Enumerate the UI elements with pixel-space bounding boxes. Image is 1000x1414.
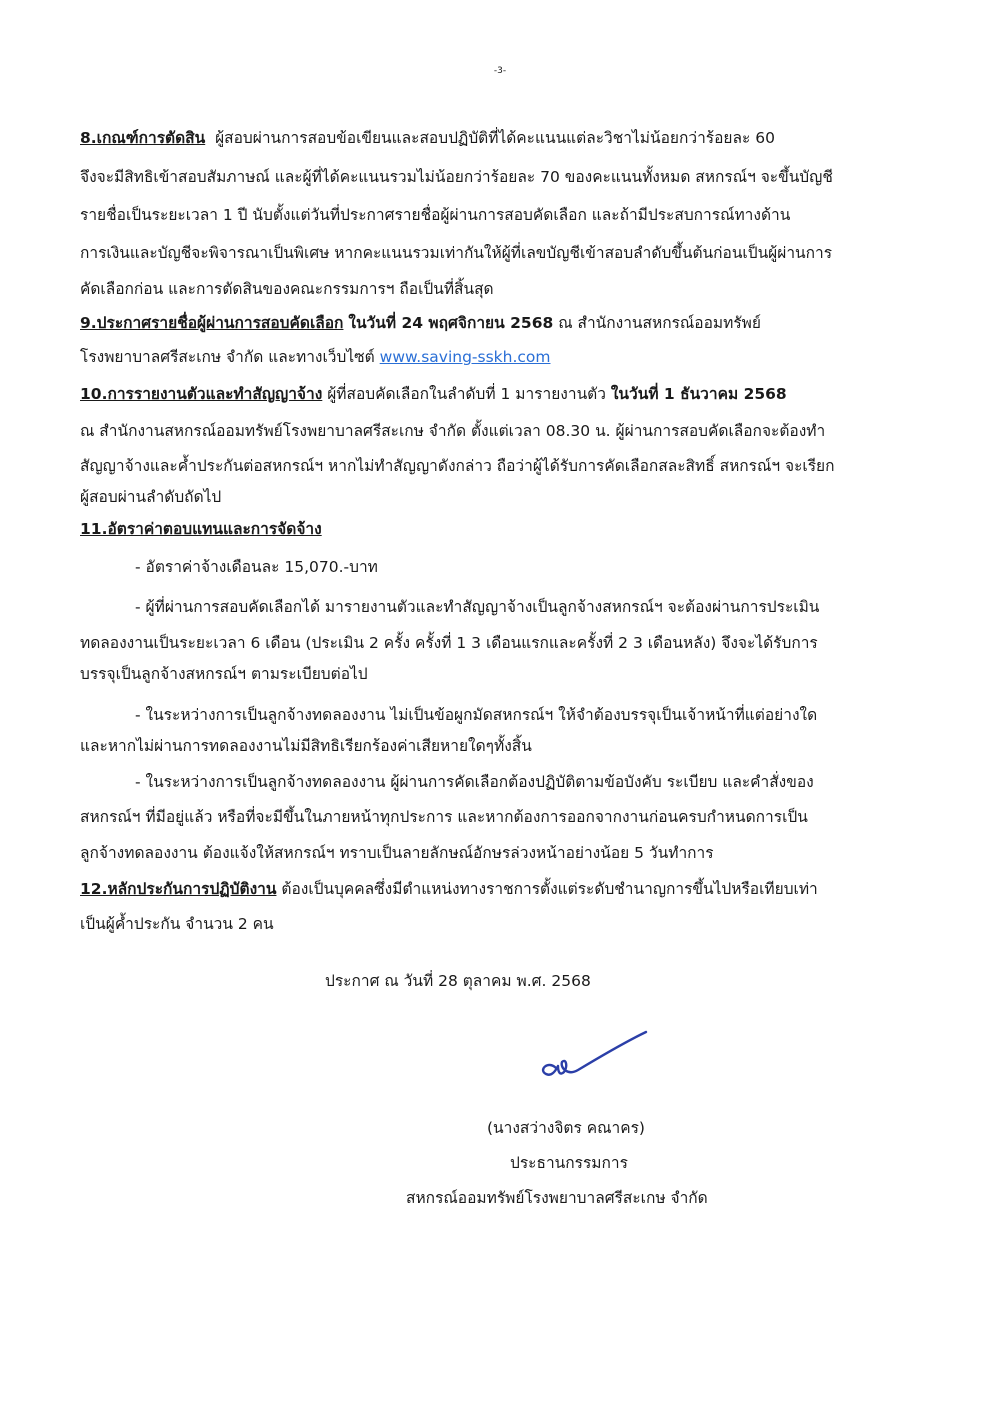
signatory-name: (นางสว่างจิตร คณาคร) [487,1119,645,1137]
website-link[interactable]: www.saving-sskh.com [379,348,551,366]
section-11-heading: 11.อัตราค่าตอบแทนและการจัดจ้าง [80,520,322,538]
section-11-bullet-4-line-2: สหกรณ์ฯ ที่มีอยู่แล้ว หรือที่จะมีขึ้นในภายหน้าทุกประการ และหากต้องการออกจากงานก่อนครบกำหนดการเป็น [80,808,808,826]
signatory-organization: สหกรณ์ออมทรัพย์โรงพยาบาลศรีสะเกษ จำกัด [406,1189,708,1207]
section-11-bullet-3-line-1: - ในระหว่างการเป็นลูกจ้างทดลองงาน ไม่เป็นข้อผูกมัดสหกรณ์ฯ ให้จำต้องบรรจุเป็นเจ้าหน้าที่แต่อย่างใด [135,706,818,724]
signature-image [528,1028,658,1088]
section-11-bullet-3-line-2: และหากไม่ผ่านการทดลองงานไม่มีสิทธิเรียกร้องค่าเสียหายใดๆทั้งสิ้น [80,737,532,755]
section-10-line-1 [80,383,787,405]
section-11-bullet-4-line-3: ลูกจ้างทดลองงาน ต้องแจ้งให้สหกรณ์ฯ ทราบเป็นลายลักษณ์อักษรล่วงหน้าอย่างน้อย 5 วันทำการ [80,844,714,862]
section-9-heading: 9.ประกาศรายชื่อผู้ผ่านการสอบคัดเลือก [80,314,344,332]
section-12-line-2: เป็นผู้ค้ำประกัน จำนวน 2 คน [80,915,274,933]
section-10-line-2: ณ สำนักงานสหกรณ์ออมทรัพย์โรงพยาบาลศรีสะเกษ จำกัด ตั้งแต่เวลา 08.30 น. ผู้ผ่านการสอบคัดเลือกจะต้องทำ [80,422,826,440]
section-9-line-2 [80,346,550,368]
signatory-position: ประธานกรรมการ [510,1154,628,1172]
page-number: -3- [493,66,507,76]
section-11-bullet-1: - อัตราค่าจ้างเดือนละ 15,070.-บาท [135,558,378,576]
announcement-date: ประกาศ ณ วันที่ 28 ตุลาคม พ.ศ. 2568 [325,972,591,990]
section-11-bullet-2-line-2: ทดลองงานเป็นระยะเวลา 6 เดือน (ประเมิน 2 ครั้ง ครั้งที่ 1 3 เดือนแรกและครั้งที่ 2 3 เดือนหลัง) จึงจะได้รับการ [80,634,818,652]
section-9-date: ในวันที่ 24 พฤศจิกายน 2568 [348,314,554,332]
section-11-line-1 [80,518,322,540]
section-8-heading: 8.เกณฑ์การตัดสิน [80,129,206,147]
section-8-line-1 [80,127,775,149]
section-11-bullet-2-line-3: บรรจุเป็นลูกจ้างสหกรณ์ฯ ตามระเบียบต่อไป [80,665,368,683]
section-11-bullet-4-line-1: - ในระหว่างการเป็นลูกจ้างทดลองงาน ผู้ผ่านการคัดเลือกต้องปฏิบัติตามข้อบังคับ ระเบียบ และคำสั่งของ [135,773,814,791]
section-8-line-2: จึงจะมีสิทธิเข้าสอบสัมภาษณ์ และผู้ที่ได้คะแนนรวมไม่น้อยกว่าร้อยละ 70 ของคะแนนทั้งหมด สหกรณ์ฯ จะขึ้นบัญชี [80,168,833,186]
section-11-bullet-2-line-1: - ผู้ที่ผ่านการสอบคัดเลือกได้ มารายงานตัวและทำสัญญาจ้างเป็นลูกจ้างสหกรณ์ฯ จะต้องผ่านการประเมิน [135,598,820,616]
section-10-line-4: ผู้สอบผ่านลำดับถัดไป [80,488,222,506]
section-8-line-4: การเงินและบัญชีจะพิจารณาเป็นพิเศษ หากคะแนนรวมเท่ากันให้ผู้ที่เลขบัญชีเข้าสอบลำดับขึ้นต้นก่อนเป็นผู้ผ่านการ [80,244,833,262]
section-10-line-3: สัญญาจ้างและค้ำประกันต่อสหกรณ์ฯ หากไม่ทำสัญญาดังกล่าว ถือว่าผู้ได้รับการคัดเลือกสละสิทธิ์ สหกรณ์ฯ จะเรียก [80,457,835,475]
section-12-line-1 [80,878,818,900]
section-9-line-1 [80,312,761,334]
section-12-text-1: ต้องเป็นบุคคลซึ่งมีตำแหน่งทางราชการตั้งแต่ระดับชำนาญการขึ้นไปหรือเทียบเท่า [276,880,818,898]
section-10-text-1: ผู้ที่สอบคัดเลือกในลำดับที่ 1 มารายงานตัว [322,385,611,403]
section-9-text-2: โรงพยาบาลศรีสะเกษ จำกัด และทางเว็บไซต์ [80,348,380,366]
section-10-date: ในวันที่ 1 ธันวาคม 2568 [610,385,787,403]
section-8-line-3: รายชื่อเป็นระยะเวลา 1 ปี นับตั้งแต่วันที่ประกาศรายชื่อผู้ผ่านการสอบคัดเลือก และถ้ามีประสบการณ์ทางด้าน [80,206,791,224]
section-8-text-1: ผู้สอบผ่านการสอบข้อเขียนและสอบปฏิบัติที่ได้คะแนนแต่ละวิชาไม่น้อยกว่าร้อยละ 60 [215,129,775,147]
section-9-text-1: ณ สำนักงานสหกรณ์ออมทรัพย์ [553,314,761,332]
section-8-line-5: คัดเลือกก่อน และการตัดสินของคณะกรรมการฯ ถือเป็นที่สิ้นสุด [80,280,494,298]
section-10-heading: 10.การรายงานตัวและทำสัญญาจ้าง [80,385,323,403]
section-12-heading: 12.หลักประกันการปฏิบัติงาน [80,880,277,898]
